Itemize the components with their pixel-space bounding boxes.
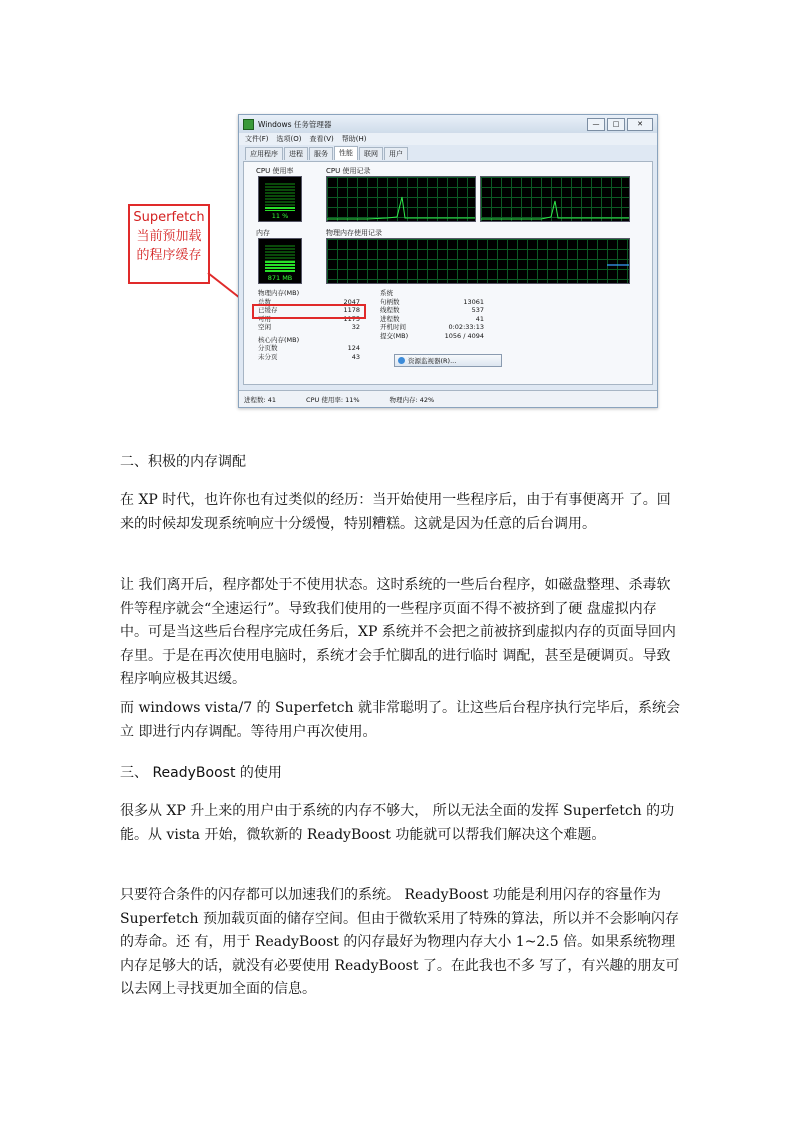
system-handles-label: 句柄数 [380, 297, 400, 306]
memory-gauge-fill [265, 261, 295, 273]
memory-value: 871 MB [267, 274, 293, 282]
window-title: Windows 任务管理器 [258, 119, 332, 129]
memory-gauge [258, 238, 302, 284]
cpu-history-graph-1 [326, 176, 476, 222]
performance-panel [243, 161, 653, 385]
system-group [380, 289, 484, 340]
tab-users[interactable]: 用户 [384, 147, 408, 160]
cpu-history-label: CPU 使用记录 [326, 167, 371, 175]
task-manager-figure [120, 112, 660, 410]
paragraph-5: 只要符合条件的闪存都可以加速我们的系统。 ReadyBoost 功能是利用闪存的容量作为 Superfetch 预加载页面的储存空间。但由于微软采用了特殊的算法，所以并不会影响闪存的寿命。还 有，用于 ReadyBoost 的闪存最好为物理内存大小 1~2.5 倍。如果系统物理内存足够大的话，就没有必要使用 ReadyBoost 了。在此我也不多 写了，有兴趣的朋友可以去网上寻找更加全面的信息。 [120, 887, 680, 997]
status-physical-memory: 物理内存: 42% [389, 395, 435, 404]
maximize-button[interactable]: □ [607, 118, 625, 131]
system-commit-label: 提交(MB) [380, 331, 409, 340]
physical-available-label: 可用 [258, 314, 271, 323]
cpu-usage-value: 11 % [271, 212, 289, 220]
kernel-nonpaged-label: 未分页 [258, 352, 278, 361]
physical-total-value: 2047 [343, 297, 360, 306]
cpu-usage-gauge [258, 176, 302, 222]
kernel-memory-title: 核心内存(MB) [258, 335, 300, 344]
callout-line-1: Superfetch [133, 210, 205, 225]
tab-networking[interactable]: 联网 [359, 147, 383, 160]
system-threads-value: 537 [471, 306, 484, 314]
menu-options[interactable]: 选项(O) [276, 135, 302, 143]
menu-help[interactable]: 帮助(H) [341, 135, 367, 143]
paragraph-4: 很多从 XP 升上来的用户由于系统的内存不够大， 所以无法全面的发挥 Superfetch 的功能。从 vista 开始，微软新的 ReadyBoost 功能就可以帮我们解决这个难题。 [120, 803, 675, 843]
status-cpu-usage: CPU 使用率: 11% [306, 395, 360, 404]
menu-file[interactable]: 文件(F) [245, 135, 269, 143]
task-manager-icon [243, 119, 254, 130]
close-button[interactable]: ✕ [627, 118, 653, 131]
tab-services[interactable]: 服务 [309, 147, 333, 160]
cpu-history-line-1 [327, 177, 475, 221]
callout-line-3: 的程序缓存 [136, 248, 202, 263]
system-threads-label: 线程数 [380, 306, 400, 314]
cpu-gauge-fill [265, 207, 295, 211]
physical-total-label: 总数 [258, 297, 271, 306]
paragraph-2: 让 我们离开后，程序都处于不使用状态。这时系统的一些后台程序，如磁盘整理、杀毒软件等程序就会“全速运行”。导致我们使用的一些程序页面不得不被挤到了硬 盘虚拟内存中。可是当这些后台程序完成任务后，XP 系统并不会把之前被挤到虚拟内存的页面导回内存里。于是在再次使用电脑时，系统才会手忙脚乱的进行临时 调配，甚至是硬调页。导致程序响应极其迟缓。 [120, 577, 676, 687]
tab-processes[interactable]: 进程 [284, 147, 308, 160]
kernel-nonpaged-value: 43 [351, 352, 360, 361]
system-uptime-value: 0:02:33:13 [448, 323, 484, 331]
section-heading-3: 三、 ReadyBoost 的使用 [120, 765, 282, 781]
resource-monitor-icon [398, 357, 405, 364]
cached-highlight-box [252, 304, 366, 319]
physical-cached-label: 已缓存 [258, 306, 278, 314]
physical-free-value: 32 [351, 323, 360, 331]
physical-memory-group [258, 289, 360, 361]
kernel-paged-value: 124 [347, 344, 360, 352]
paragraph-1: 在 XP 时代，也许你也有过类似的经历：当开始使用一些程序后，由于有事便离开 了。回来的时候却发现系统响应十分缓慢，特别糟糕。这就是因为任意的后台调用。 [120, 492, 671, 532]
system-title: 系统 [380, 289, 393, 297]
memory-history-line [327, 239, 629, 283]
system-handles-value: 13061 [463, 297, 484, 306]
physical-available-value: 1175 [343, 314, 360, 323]
cpu-usage-label: CPU 使用率 [256, 167, 294, 175]
physical-memory-title: 物理内存(MB) [258, 289, 300, 297]
minimize-button[interactable]: — [587, 118, 605, 131]
cpu-history-graph-2 [480, 176, 630, 222]
system-processes-value: 41 [475, 314, 484, 323]
task-manager-window [238, 114, 658, 408]
menu-view[interactable]: 查看(V) [309, 135, 334, 143]
resource-monitor-button[interactable] [394, 354, 502, 367]
menu-bar [239, 133, 657, 145]
system-uptime-label: 开机时间 [380, 323, 406, 331]
memory-label: 内存 [256, 229, 270, 237]
memory-history-label: 物理内存使用记录 [326, 229, 382, 237]
system-processes-label: 进程数 [380, 314, 400, 323]
status-process-count: 进程数: 41 [244, 395, 277, 404]
status-bar [239, 390, 657, 407]
physical-free-label: 空闲 [258, 323, 271, 331]
physical-cached-value: 1178 [343, 306, 360, 314]
callout-connector [207, 272, 240, 298]
kernel-paged-label: 分页数 [258, 344, 278, 352]
cpu-history-line-2 [481, 177, 629, 221]
tab-strip [239, 148, 657, 160]
memory-history-graph [326, 238, 630, 284]
section-heading-2: 二、积极的内存调配 [120, 454, 246, 470]
system-commit-value: 1056 / 4094 [444, 331, 484, 340]
callout-line-2: 当前预加载 [136, 229, 202, 244]
tab-applications[interactable]: 应用程序 [245, 147, 283, 160]
resource-monitor-label: 资源监视器(R)... [408, 357, 457, 365]
superfetch-callout [128, 204, 210, 284]
paragraph-3: 而 windows vista/7 的 Superfetch 就非常聪明了。让这些后台程序执行完毕后，系统会立 即进行内存调配。等待用户再次使用。 [120, 700, 680, 740]
tab-performance[interactable]: 性能 [334, 146, 358, 160]
title-bar [239, 115, 657, 133]
